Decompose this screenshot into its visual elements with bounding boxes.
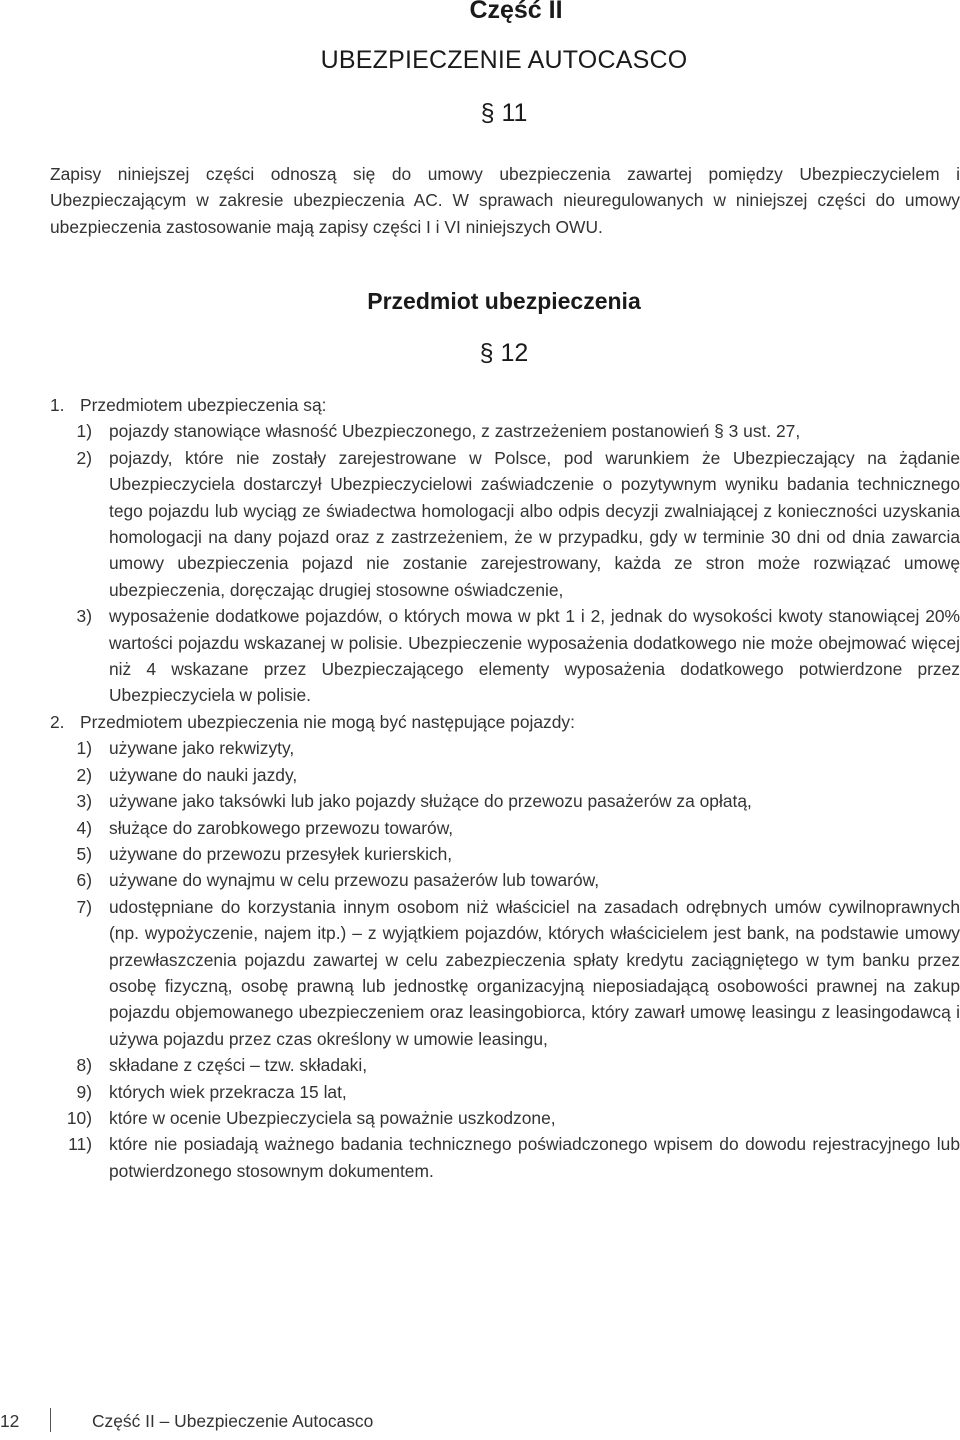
sub-item-text: składane z części – tzw. składaki, (109, 1055, 368, 1076)
sub-item-text: używane do nauki jazdy, (109, 764, 298, 785)
paragraph-mark-12: § 12 (479, 339, 529, 367)
section-title-subject: Przedmiot ubezpieczenia (367, 288, 641, 314)
sub-item (0, 867, 960, 893)
item-text: Przedmiotem ubezpieczenia są: (80, 395, 327, 415)
sub-item-text: używane do wynajmu w celu przewozu pasażerów lub towarów, (109, 870, 600, 891)
paragraph-12-list (0, 392, 960, 1184)
intro-paragraph: Zapisy niniejszej części odnoszą się do umowy ubezpieczenia zawartej pomiędzy Ubezpieczycielem i Ubezpieczającym w zakresie ubezpieczenia AC. W sprawach nieuregulowanych w niniejszej części do umowy ubezpieczenia zastosowanie mają zapisy części I i VI niniejszych OWU. (50, 164, 960, 237)
list-item-1 (0, 392, 960, 709)
item-number: 1. (50, 395, 65, 415)
sub-item-number: 2) (76, 447, 92, 468)
part-heading: Część II (469, 0, 563, 24)
sub-item-number: 10) (66, 1107, 92, 1128)
sub-list-1 (0, 418, 960, 708)
sub-item-number: 1) (76, 738, 92, 759)
sub-item (0, 788, 960, 814)
page-footer (0, 1408, 960, 1434)
sub-item (0, 735, 960, 761)
sub-item-text: których wiek przekracza 15 lat, (109, 1081, 347, 1102)
sub-item-text: wyposażenie dodatkowe pojazdów, o których mowa w pkt 1 i 2, jednak do wysokości kwoty stanowiącej 20% wartości pojazdu wskazanej w polisie. Ubezpieczenie wyposażenia dodatkowego nie może obejmować więcej niż 4 wskazane przez Ubezpieczającego elementy wyposażenia dodatkowego potwierdzone przez Ubezpieczyciela w polisie. (109, 606, 960, 706)
sub-item (0, 815, 960, 841)
page-number: 12 (0, 1411, 20, 1431)
sub-item (0, 603, 960, 709)
sub-item-text: które nie posiadają ważnego badania technicznego poświadczonego wpisem do dowodu rejestracyjnego lub potwierdzonego stosownym dokumentem. (109, 1134, 960, 1181)
running-title: Część II – Ubezpieczenie Autocasco (92, 1411, 374, 1431)
sub-item-text: pojazdy stanowiące własność Ubezpieczonego, z zastrzeżeniem postanowień § 3 ust. 27, (109, 421, 801, 442)
sub-item (0, 445, 960, 603)
insurance-title: UBEZPIECZENIE AUTOCASCO (320, 46, 688, 74)
sub-item-text: pojazdy, które nie zostały zarejestrowane w Polsce, pod warunkiem że Ubezpieczający na żądanie Ubezpieczyciela dostarczył Ubezpieczycielowi zaświadczenie o pozytywnym wyniku badania technicznego tego pojazdu lub wyciąg ze świadectwa homologacji albo odpis decyzji zwalniającej z konieczności uzyskania homologacji na dany pojazd oraz z zastrzeżeniem, że w przypadku, gdy w terminie 30 dni od dnia zawarcia umowy ubezpieczenia pojazd nie zostanie zarejestrowany, każda ze stron może rozwiązać umowę ubezpieczenia, doręczając drugiej stosowne oświadczenie, (109, 447, 960, 600)
sub-item (0, 1105, 960, 1131)
sub-item-number: 8) (76, 1055, 92, 1076)
sub-list-2 (0, 735, 960, 1184)
sub-item (0, 894, 960, 1052)
sub-item-number: 9) (76, 1081, 92, 1102)
sub-item-number: 4) (76, 817, 92, 838)
paragraph-mark-11: § 11 (480, 99, 528, 127)
sub-item-number: 3) (76, 791, 92, 812)
item-text: Przedmiotem ubezpieczenia nie mogą być następujące pojazdy: (80, 711, 575, 732)
sub-item-number: 5) (76, 843, 92, 864)
sub-item (0, 762, 960, 788)
sub-item-text: które w ocenie Ubezpieczyciela są poważnie uszkodzone, (109, 1107, 556, 1128)
sub-item (0, 418, 960, 444)
footer-divider (50, 1408, 51, 1432)
sub-item-text: używane do przewozu przesyłek kurierskich, (109, 843, 453, 864)
sub-item-text: służące do zarobkowego przewozu towarów, (109, 817, 454, 838)
sub-item-number: 2) (76, 764, 92, 785)
sub-item-text: udostępniane do korzystania innym osobom niż właściciel na zasadach odrębnych umów cywilnoprawnych (np. wypożyczenie, najem itp.) – z wyjątkiem pojazdów, których właścicielem jest bank, na podstawie umowy przewłaszczenia pojazdu zawartej w celu zabezpieczenia spłaty kredytu zaciągniętego w tym banku przez osobę fizyczną, osobę prawną lub jednostkę organizacyjną nieposiadającą osobowości prawnej na zakup pojazdu objemowanego ubezpieczeniem oraz leasingobiorca, który zawarł umowę leasingu z leasingodawcą i używa pojazdu przez czas określony w umowie leasingu, (109, 896, 960, 1049)
sub-item-number: 1) (76, 421, 92, 442)
list-item-2 (0, 709, 960, 1184)
sub-item-text: używane jako rekwizyty, (109, 738, 295, 759)
sub-item-text: używane jako taksówki lub jako pojazdy służące do przewozu pasażerów za opłatą, (109, 791, 752, 812)
sub-item-number: 6) (76, 870, 92, 891)
sub-item (0, 1052, 960, 1078)
sub-item-number: 7) (76, 896, 92, 917)
sub-item (0, 1079, 960, 1105)
sub-item-number: 3) (76, 606, 92, 627)
sub-item-number: 11) (68, 1134, 92, 1155)
sub-item (0, 841, 960, 867)
sub-item (0, 1131, 960, 1184)
item-number: 2. (50, 711, 65, 732)
